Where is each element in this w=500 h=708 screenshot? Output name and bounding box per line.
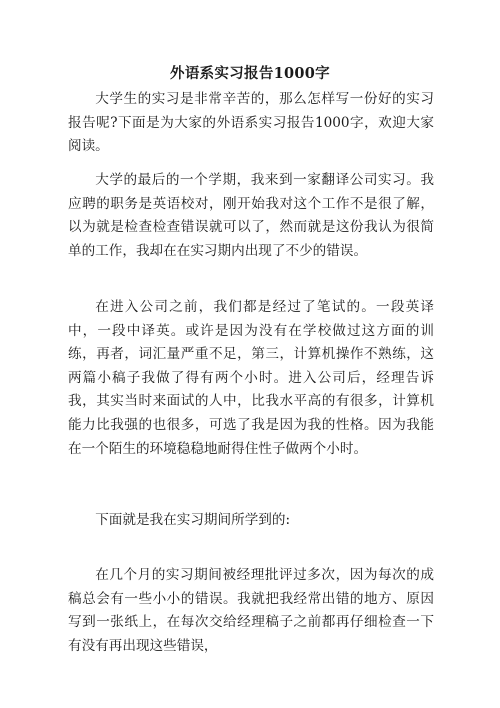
body-paragraph: 在几个月的实习期间被经理批评过多次，因为每次的成稿总会有一些小小的错误。我就把我经常出错的地方、原因写到一张纸上，在每次交给经理稿子之前都再仔细检查一下有没有再出现这些错误， [68, 567, 434, 654]
body-paragraph: 大学的最后的一个学期，我来到一家翻译公司实习。我应聘的职务是英语校对，刚开始我对这个工作不是很了解，以为就是检查检查错误就可以了，然而就是这份我认为很简单的工作，我却在在实习期内出现了不少的错误。 [68, 172, 434, 259]
intro-paragraph: 大学生的实习是非常辛苦的，那么怎样写一份好的实习报告呢?下面是为大家的外语系实习报告1000字，欢迎大家阅读。 [68, 91, 434, 155]
body-paragraph: 下面就是我在实习期间所学到的: [95, 512, 291, 528]
body-paragraph: 在进入公司之前，我们都是经过了笔试的。一段英译中，一段中译英。或许是因为没有在学校做过这方面的训练，再者，词汇量严重不足，第三，计算机操作不熟练，这两篇小稿子我做了得有两个小时。进入公司后，经理告诉我，其实当时来面试的人中，比我水平高的有很多，计算机能力比我强的也很多，可选了我是因为我的性格。因为我能在一个陌生的环境稳稳地耐得住性子做两个小时。 [68, 299, 434, 457]
page-title: 外语系实习报告1000字 [170, 65, 330, 82]
